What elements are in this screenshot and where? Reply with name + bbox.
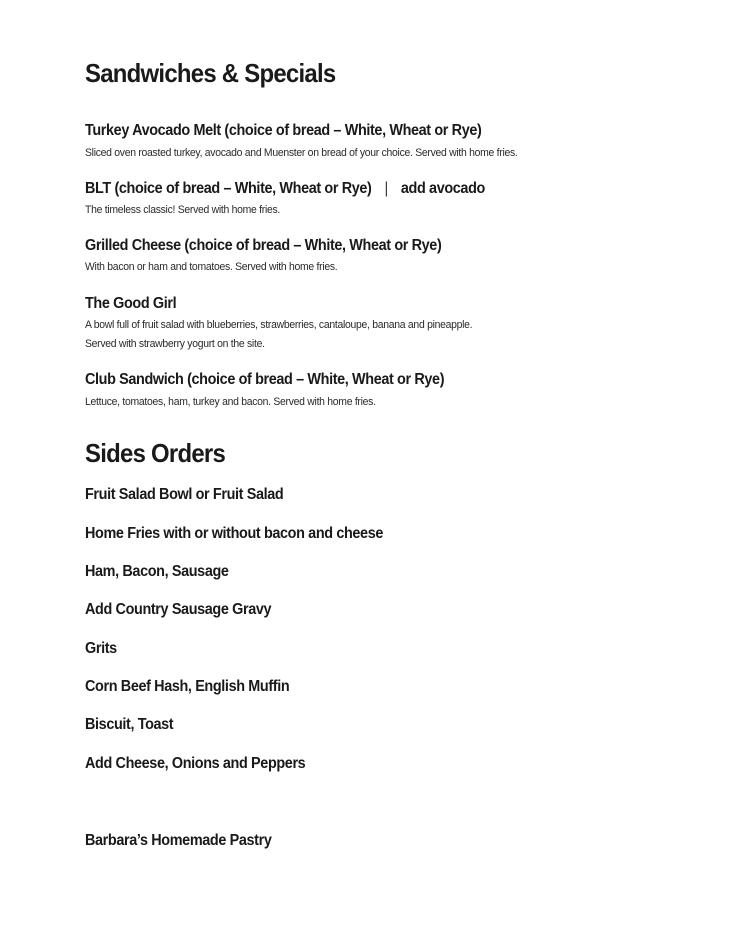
menu-item-description: The timeless classic! Served with home fries. [85, 204, 281, 216]
menu-item-description: Lettuce, tomatoes, ham, turkey and bacon. Served with home fries. [85, 396, 376, 408]
menu-item-title: Turkey Avocado Melt (choice of bread – White, Wheat or Rye) [85, 122, 482, 139]
section-title-sandwiches: Sandwiches & Specials [85, 58, 336, 88]
menu-item-title: Grilled Cheese (choice of bread – White, Wheat or Rye) [85, 237, 442, 254]
menu-item-description: A bowl full of fruit salad with blueberries, strawberries, cantaloupe, banana and pineapple. [85, 319, 473, 331]
side-item: Fruit Salad Bowl or Fruit Salad [85, 486, 284, 503]
menu-item-name: BLT (choice of bread – White, Wheat or Rye) [85, 180, 372, 197]
pastry-heading: Barbara’s Homemade Pastry [85, 832, 272, 849]
side-item: Biscuit, Toast [85, 716, 174, 733]
side-item: Add Country Sausage Gravy [85, 601, 272, 618]
menu-item-description: Served with strawberry yogurt on the site. [85, 338, 265, 350]
section-title-sides: Sides Orders [85, 438, 226, 468]
menu-item-addon: add avocado [400, 180, 485, 197]
side-item: Add Cheese, Onions and Peppers [85, 755, 306, 772]
separator: | [384, 180, 388, 197]
menu-item-description: With bacon or ham and tomatoes. Served with home fries. [85, 261, 338, 273]
menu-item-description: Sliced oven roasted turkey, avocado and Muenster on bread of your choice. Served with home fries. [85, 147, 518, 159]
menu-item-title: The Good Girl [85, 295, 177, 312]
menu-item-title: Club Sandwich (choice of bread – White, Wheat or Rye) [85, 371, 445, 388]
side-item: Home Fries with or without bacon and cheese [85, 525, 383, 542]
side-item: Grits [85, 640, 117, 657]
menu-item-title [85, 180, 485, 198]
side-item: Ham, Bacon, Sausage [85, 563, 229, 580]
side-item: Corn Beef Hash, English Muffin [85, 678, 290, 695]
